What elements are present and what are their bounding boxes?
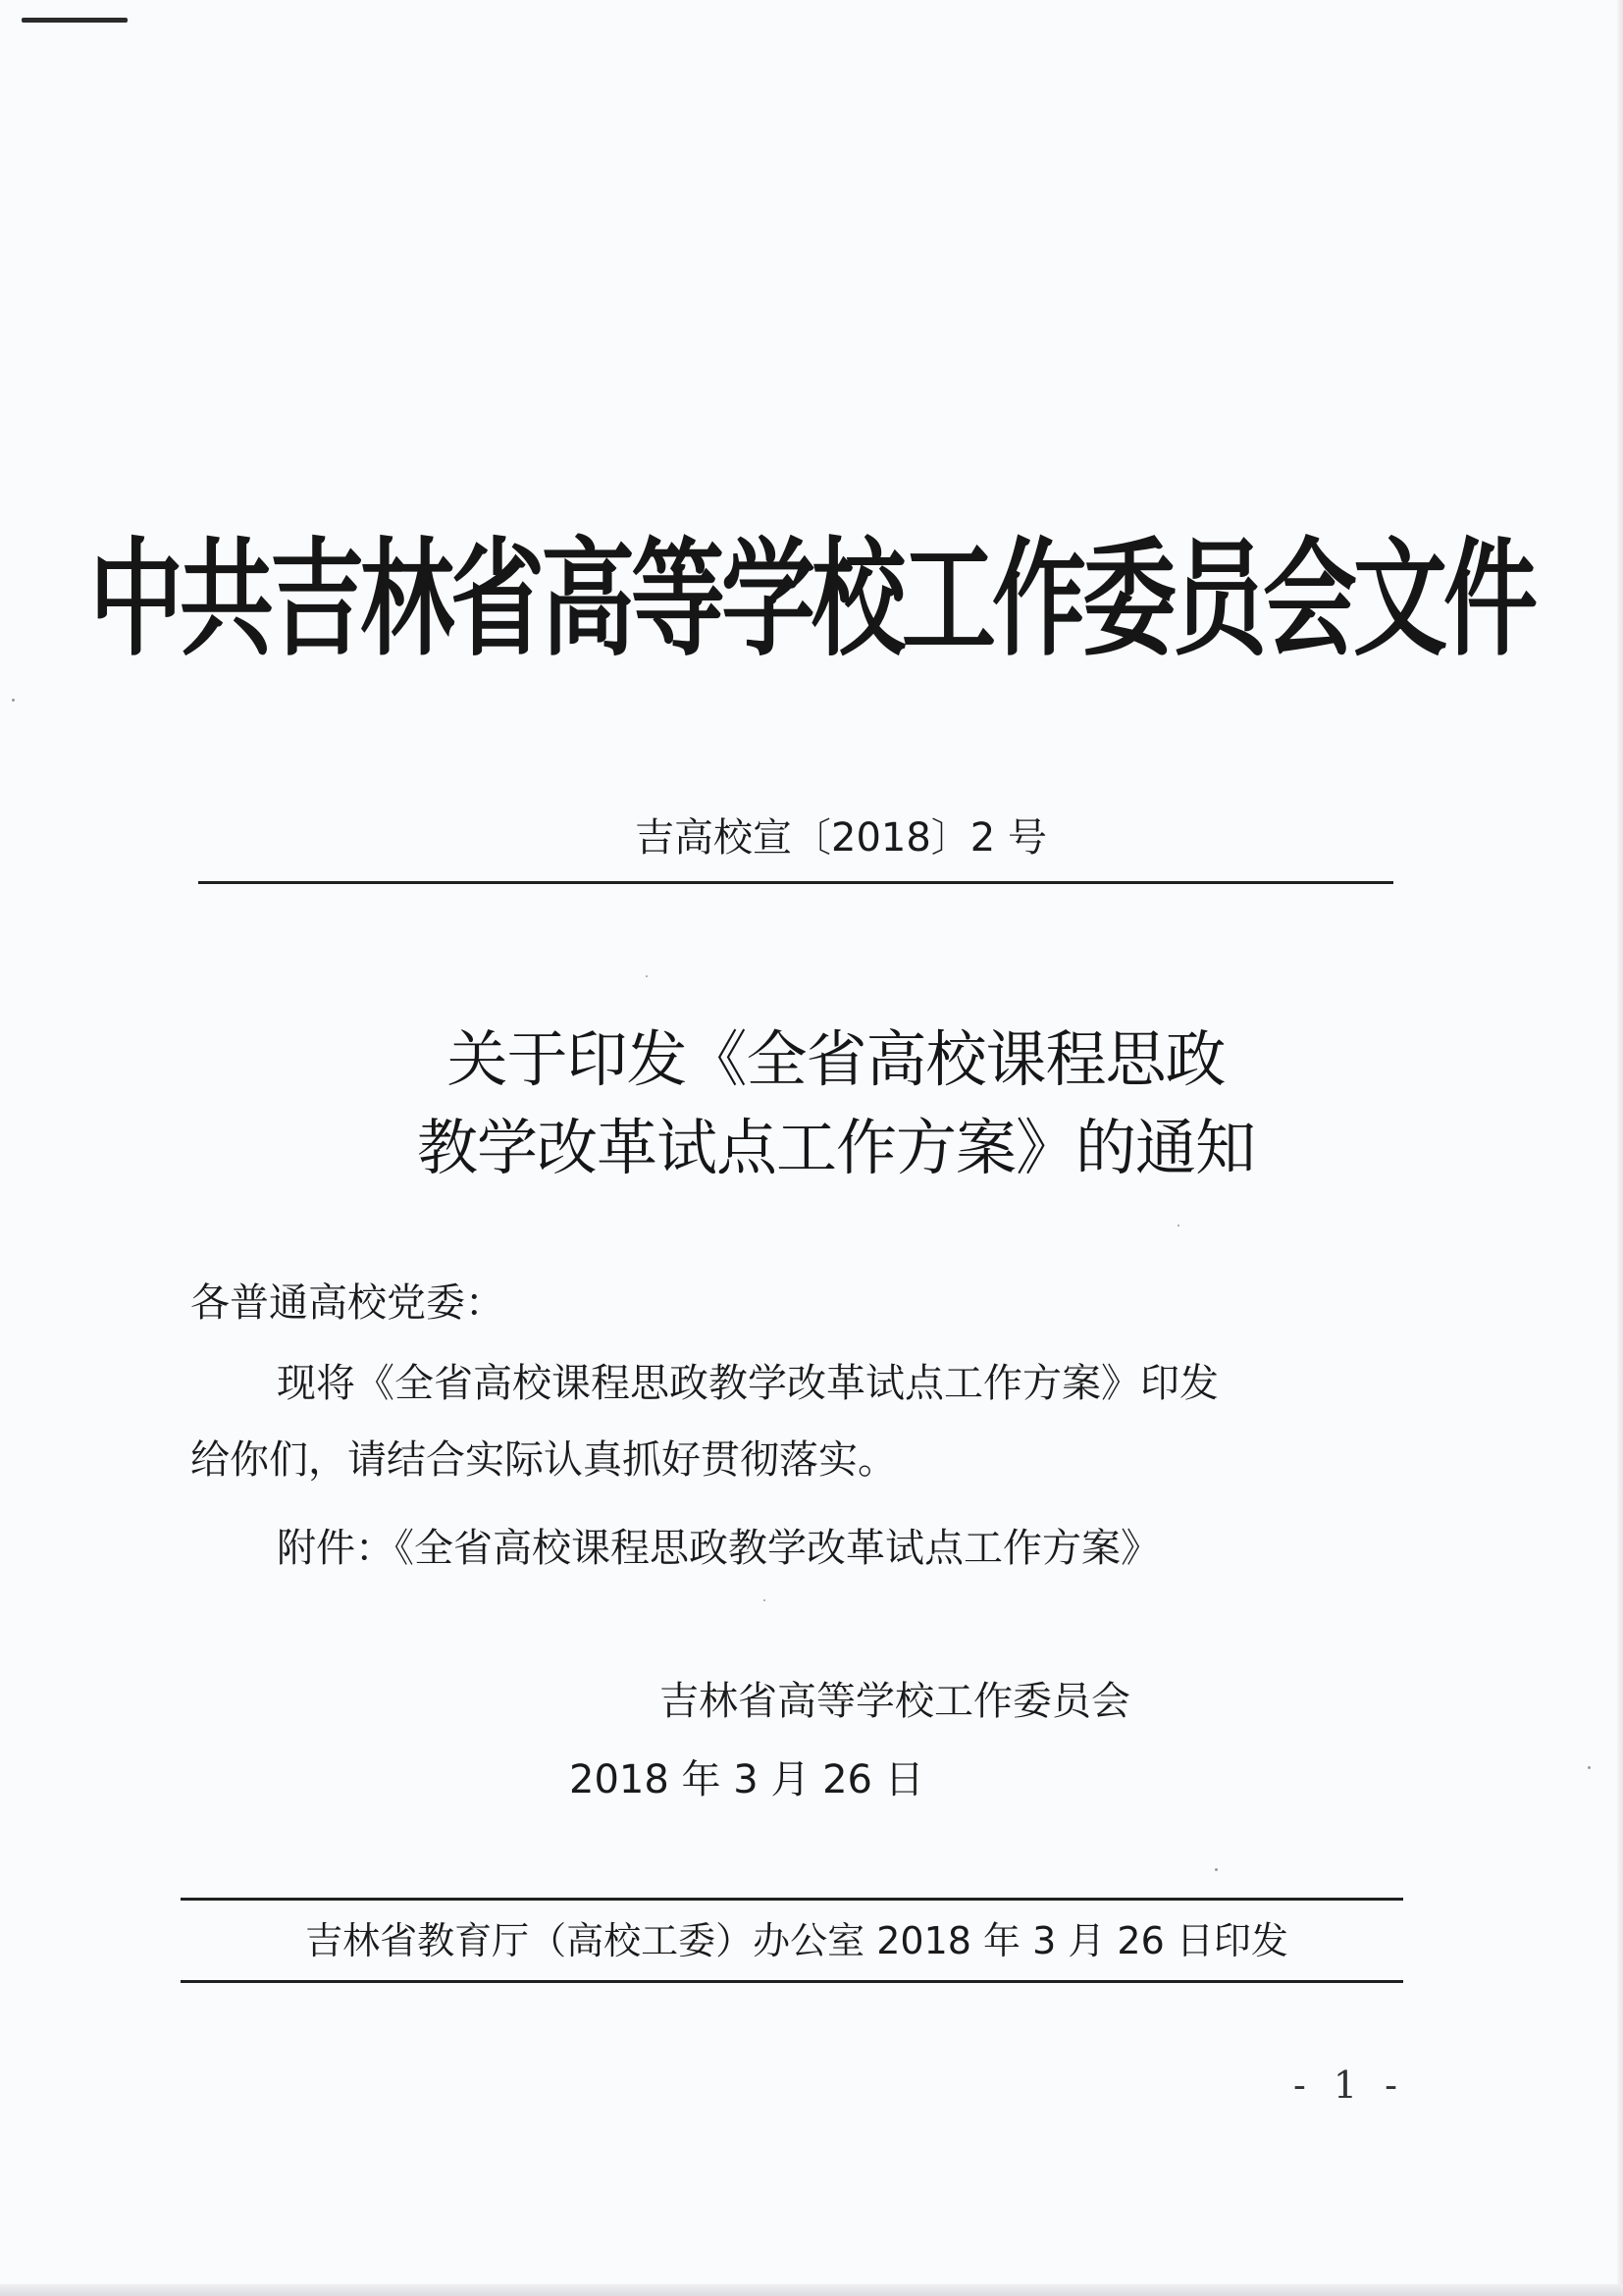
scan-mark	[22, 18, 128, 23]
print-info: 吉林省教育厅（高校工委）办公室 2018 年 3 月 26 日印发	[305, 1919, 1288, 1962]
scan-speck	[1178, 1225, 1179, 1226]
document-title-line2: 教学改革试点工作方案》的通知	[416, 1112, 1255, 1183]
page-number: - 1 -	[1293, 2063, 1406, 2107]
document-title-line1: 关于印发《全省高校课程思政	[446, 1023, 1226, 1095]
scan-edge-bottom	[0, 2284, 1623, 2296]
signature-date: 2018 年 3 月 26 日	[569, 1757, 924, 1802]
document-header: 中共吉林省高等学校工作委员会文件	[89, 525, 1534, 674]
attachment-note: 附件：《全省高校课程思政教学改革试点工作方案》	[277, 1526, 1160, 1571]
header-divider	[198, 881, 1393, 884]
scan-speck	[1588, 1766, 1591, 1769]
signer: 吉林省高等学校工作委员会	[659, 1679, 1130, 1724]
scan-speck	[646, 975, 648, 977]
footer-divider-bottom	[181, 1980, 1403, 1983]
salutation: 各普通高校党委：	[190, 1280, 504, 1326]
document-number: 吉高校宣〔2018〕2 号	[635, 815, 1047, 861]
footer-divider-top	[181, 1898, 1403, 1901]
scan-speck	[1215, 1868, 1218, 1871]
body-paragraph-line2: 给你们，请结合实际认真抓好贯彻落实。	[190, 1437, 897, 1483]
scan-speck	[763, 1599, 765, 1601]
body-paragraph-line1: 现将《全省高校课程思政教学改革试点工作方案》印发	[277, 1361, 1219, 1406]
scan-speck	[12, 699, 15, 702]
